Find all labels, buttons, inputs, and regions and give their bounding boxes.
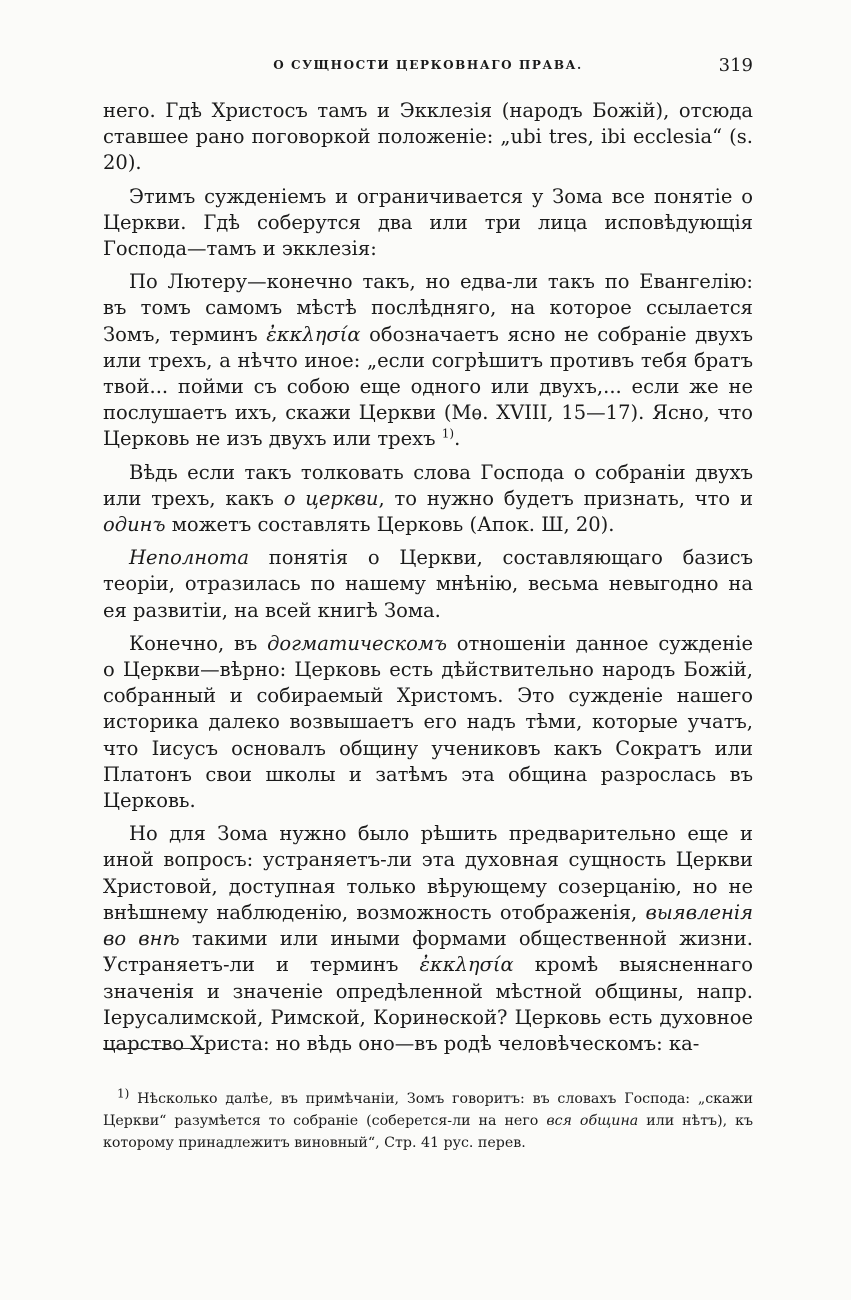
paragraph-1: него. Гдѣ Христосъ тамъ и Экклезія (народъ Божій), отсюда ставшее рано поговоркой положеніе: „ubi tres, ibi ecclesia“ (s. 20). [103, 99, 753, 175]
page-number: 319 [718, 55, 753, 76]
paragraph-2: Этимъ сужденіемъ и ограничивается у Зома все понятіе о Церкви. Гдѣ соберутся два или три лица исповѣдующія Господа—тамъ и экклезія: [103, 184, 753, 261]
italic-dogmaticheskom: догматическомъ [267, 631, 448, 655]
paragraph-6-text-a: Конечно, въ [129, 631, 268, 655]
paragraph-3-text-c: . [454, 427, 461, 451]
paragraph-3-text-a: По Лютеру—конечно такъ, но едва-ли такъ по Евангелію: въ томъ самомъ мѣстѣ послѣдняго, на которое ссылается Зомъ, терминъ [103, 270, 753, 346]
italic-odin: одинъ [103, 513, 166, 537]
paragraph-7-text-c: кромѣ выясненнаго значенія и значеніе опредѣленной мѣстной общины, напр. Іерусалимской, Римской, Коринѳской? Церковь есть духовное царство Христа: но вѣдь оно—въ родѣ человѣческомъ: ка- [103, 953, 753, 1055]
footnote [103, 1088, 753, 1154]
paragraph-5 [103, 545, 753, 624]
italic-vyyavleniya: выявленія во внѣ [103, 900, 753, 951]
paragraph-4 [103, 460, 753, 539]
footnote-text-a: Нѣсколько далѣе, въ примѣчаніи, Зомъ говоритъ: въ словахъ Господа: „скажи Церкви“ разумѣется то собраніе (соберется-ли на него [103, 1091, 753, 1130]
italic-vsya-obshchina: вся община [546, 1113, 639, 1130]
footnote-separator [103, 1048, 205, 1049]
italic-o-tserkvi: о церкви [283, 486, 379, 510]
paragraph-4-text-c: можетъ составлять Церковь (Апок. Ш, 20). [165, 513, 615, 537]
paragraph-3-text-b: обозначаетъ ясно не собраніе двухъ или трехъ, а нѣчто иное: „если согрѣшитъ противъ тебя братъ твой... пойми съ собою еще одного или двухъ,... если же не послушаетъ ихъ, скажи Церкви (Мѳ. XVIII, 15—17). Ясно, что Церковь не изъ двухъ или трехъ [103, 322, 754, 451]
paragraph-7-text-a: Но для Зома нужно было рѣшить предварительно еще и иной вопросъ: устраняетъ-ли эта духовная сущность Церкви Христовой, доступная только вѣрующему созерцанію, но не внѣшнему наблюденію, возможность отображенія, [103, 822, 753, 924]
paragraph-4-text-b: , то нужно будетъ признать, что и [378, 486, 754, 510]
paragraph-7 [103, 821, 753, 1057]
running-title: О СУЩНОСТИ ЦЕРКОВНАГО ПРАВА. [273, 58, 583, 72]
greek-term-ekklesia: ἐκκλησία [266, 322, 361, 346]
paragraph-5-text: понятія о Церкви, составляющаго базисъ теоріи, отразилась по нашему мнѣнію, весьма невыгодно на ея развитіи, на всей книгѣ Зома. [103, 546, 753, 622]
footnote-mark: 1) [117, 1086, 130, 1101]
page-header [103, 55, 753, 82]
paragraph-4-text-a: Вѣдь если такъ толковать слова Господа о собраніи двухъ или трехъ, какъ [103, 460, 753, 510]
paragraph-7-text-b: такими или иными формами общественной жизни. Устраняетъ-ли и терминъ [103, 927, 754, 977]
italic-nepolnota: Неполнота [129, 546, 249, 570]
paragraph-6 [103, 631, 753, 814]
footnote-text-b: или нѣтъ), къ которому принадлежитъ виновный“, Стр. 41 рус. перев. [103, 1113, 754, 1152]
footnote-reference: 1) [441, 426, 455, 441]
paragraph-6-text-b: отношеніи данное сужденіе о Церкви—вѣрно: Церковь есть дѣйствительно народъ Божій, собранный и собираемый Христомъ. Это сужденіе нашего историка далеко возвышаетъ его надъ тѣми, которые учатъ, что Іисусъ основалъ общину учениковъ какъ Сократъ или Платонъ свои школы и затѣмъ эта община разрослась въ Церковь. [103, 631, 753, 813]
paragraph-3 [103, 269, 753, 452]
body-text [103, 98, 753, 1057]
greek-term-ekklesia-2: ἐκκλησία [419, 953, 514, 977]
